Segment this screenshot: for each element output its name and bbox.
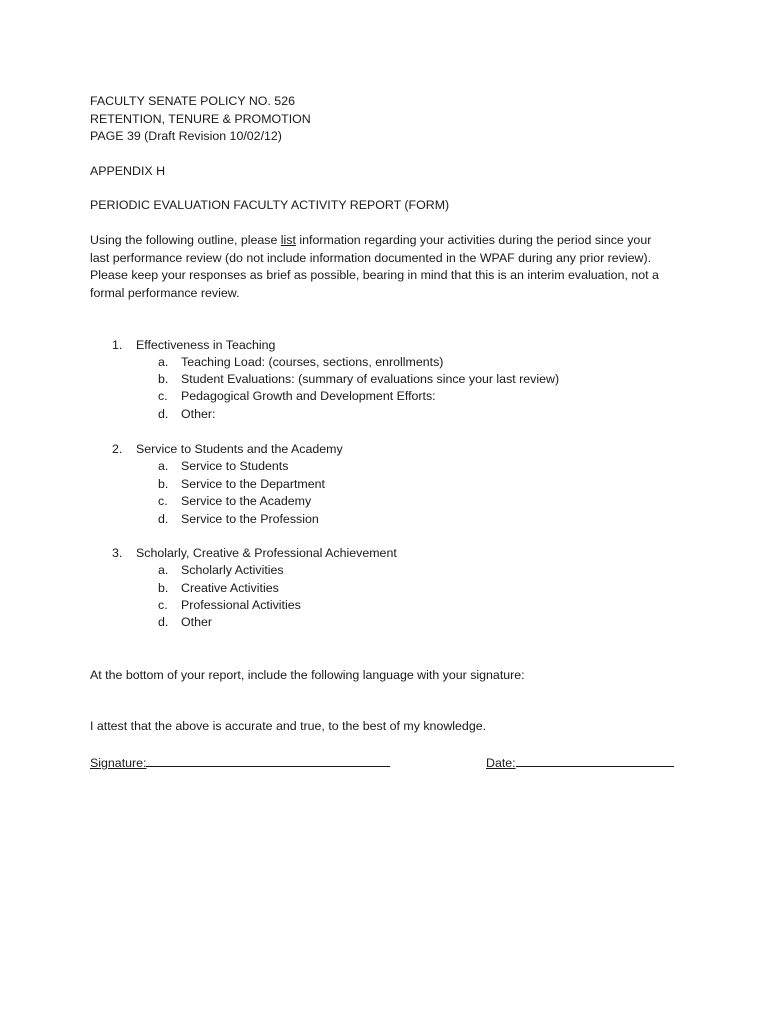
item-pedagogical-growth: Pedagogical Growth and Development Efforts: — [181, 389, 436, 403]
section-title-teaching: Effectiveness in Teaching — [136, 338, 276, 352]
date-line[interactable] — [516, 753, 674, 767]
section-number: 3. — [112, 546, 123, 560]
item-letter: a. — [158, 355, 169, 369]
item-service-students: Service to Students — [181, 459, 289, 473]
section-title-scholarly: Scholarly, Creative & Professional Achievement — [136, 546, 397, 560]
intro-text-start: Using the following outline, please — [90, 233, 281, 247]
intro-line-1 — [90, 232, 690, 250]
page-revision: PAGE 39 (Draft Revision 10/02/12) — [90, 129, 282, 143]
intro-list-word: list — [280, 233, 296, 247]
form-title: PERIODIC EVALUATION FACULTY ACTIVITY REPORT (FORM) — [90, 198, 450, 212]
signature-line[interactable] — [146, 753, 390, 767]
intro-text-end: information regarding your activities during the period since your — [295, 233, 652, 247]
intro-line-2: last performance review (do not include information documented in the WPAF during any prior review). — [90, 250, 652, 265]
signature-field[interactable] — [90, 753, 390, 772]
item-professional-activities: Professional Activities — [181, 598, 301, 612]
date-label: Date: — [486, 756, 516, 770]
item-letter: c. — [158, 494, 168, 508]
item-letter: d. — [158, 407, 169, 421]
item-scholarly-activities: Scholarly Activities — [181, 563, 284, 577]
bottom-instruction: At the bottom of your report, include the following language with your signature: — [90, 668, 525, 682]
intro-line-3: Please keep your responses as brief as possible, bearing in mind that this is an interim evaluation, not a — [90, 268, 659, 282]
section-number: 1. — [112, 338, 123, 352]
item-teaching-other: Other: — [181, 407, 216, 421]
item-creative-activities: Creative Activities — [181, 581, 279, 595]
item-letter: a. — [158, 563, 169, 577]
appendix-label: APPENDIX H — [90, 164, 166, 178]
item-service-department: Service to the Department — [181, 477, 325, 491]
item-letter: c. — [158, 389, 168, 403]
attestation-statement: I attest that the above is accurate and true, to the best of my knowledge. — [90, 719, 487, 733]
item-letter: d. — [158, 512, 169, 526]
item-letter: b. — [158, 477, 169, 491]
item-letter: a. — [158, 459, 169, 473]
item-student-evaluations: Student Evaluations: (summary of evaluations since your last review) — [181, 372, 560, 386]
intro-paragraph — [90, 232, 690, 302]
item-letter: b. — [158, 581, 169, 595]
policy-number: FACULTY SENATE POLICY NO. 526 — [90, 94, 295, 108]
signature-label: Signature: — [90, 756, 147, 770]
date-field[interactable] — [486, 753, 674, 772]
item-teaching-load: Teaching Load: (courses, sections, enrollments) — [181, 355, 444, 369]
policy-title: RETENTION, TENURE & PROMOTION — [90, 112, 311, 126]
item-letter: b. — [158, 372, 169, 386]
item-service-academy: Service to the Academy — [181, 494, 312, 508]
item-scholarly-other: Other — [181, 615, 212, 629]
intro-line-4: formal performance review. — [90, 285, 240, 300]
item-letter: c. — [158, 598, 168, 612]
section-number: 2. — [112, 442, 123, 456]
item-letter: d. — [158, 615, 169, 629]
item-service-profession: Service to the Profession — [181, 512, 319, 526]
section-title-service: Service to Students and the Academy — [136, 442, 343, 456]
